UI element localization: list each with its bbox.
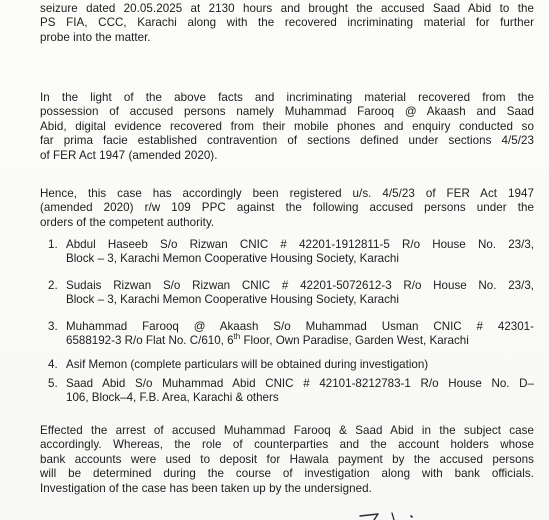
text-line: In the light of the above facts and incriminating material recovered from the [40, 91, 534, 104]
text-line: bank accounts were used to deposit for Hawala payment by the accused persons [40, 452, 534, 466]
paragraph-seizure [40, 2, 534, 45]
accused-list-item [48, 238, 534, 267]
text-line: orders of the competent authority. [40, 215, 215, 229]
text-line: Abdul Haseeb S/o Rizwan CNIC # 42201-1912811-5 R/o House No. 23/3, [66, 238, 534, 251]
text-segment: Floor, Own Paradise, Garden West, Karachi [240, 334, 469, 348]
text-line: (amended 2020) r/w 109 PPC against the following accused persons under the [40, 201, 534, 215]
text-line: 106, Block–4, F.B. Area, Karachi & others [66, 391, 279, 405]
text-line [66, 334, 534, 348]
paragraph-arrest [40, 424, 534, 496]
item-number: 4. [48, 358, 58, 371]
item-number: 2. [48, 279, 58, 292]
item-number: 3. [48, 320, 58, 333]
accused-list-item [48, 320, 534, 349]
text-line: of FER Act 1947 (amended 2020). [40, 148, 218, 162]
accused-list-item [48, 377, 534, 406]
item-number: 5. [48, 377, 58, 390]
accused-list-item [48, 358, 534, 372]
text-line: Saad Abid S/o Muhammad Abid CNIC # 42101-8212783-1 R/o House No. D– [66, 377, 534, 390]
text-line: possession of accused persons namely Muhammad Farooq @ Akaash and Saad [40, 105, 534, 119]
text-line: Hence, this case has accordingly been registered u/s. 4/5/23 of FER Act 1947 [40, 187, 534, 200]
text-line: far prima facie established contravention of sections defined under sections 4/5/23 [40, 134, 534, 148]
text-line: will be determined during the course of investigation along with bank officials. [40, 467, 534, 481]
text-line: accordingly. Whereas, the role of counterparties and the account holders whose [40, 438, 534, 452]
text-line: Muhammad Farooq @ Akaash S/o Muhammad Usman CNIC # 42301- [66, 320, 534, 333]
text-line: PS FIA, CCC, Karachi along with the recovered incriminating material for further [40, 16, 534, 30]
text-line: Sudais Rizwan S/o Rizwan CNIC # 42201-5072612-3 R/o House No. 23/3, [66, 279, 534, 292]
accused-list-item [48, 279, 534, 308]
text-line: Effected the arrest of accused Muhammad Farooq & Saad Abid in the subject case [40, 424, 534, 437]
signature-mark [356, 508, 436, 520]
text-line: Block – 3, Karachi Memon Cooperative Housing Society, Karachi [66, 252, 399, 266]
item-number: 1. [48, 238, 58, 251]
text-line: Investigation of the case has been taken up by the undersigned. [40, 481, 372, 495]
text-line: probe into the matter. [40, 30, 151, 44]
text-segment: 6588192-3 R/o Flat No. C/610, 6 [66, 334, 234, 348]
text-line: Block – 3, Karachi Memon Cooperative Housing Society, Karachi [66, 293, 399, 307]
text-line: seizure dated 20.05.2025 at 2130 hours and brought the accused Saad Abid to the [40, 2, 534, 15]
text-line: Abid, digital evidence recovered from their mobile phones and enquiry conducted so [40, 119, 534, 133]
text-line: Asif Memon (complete particulars will be obtained during investigation) [66, 358, 429, 371]
paragraph-registration [40, 187, 534, 230]
paragraph-facts [40, 91, 534, 163]
superscript: th [233, 332, 241, 342]
